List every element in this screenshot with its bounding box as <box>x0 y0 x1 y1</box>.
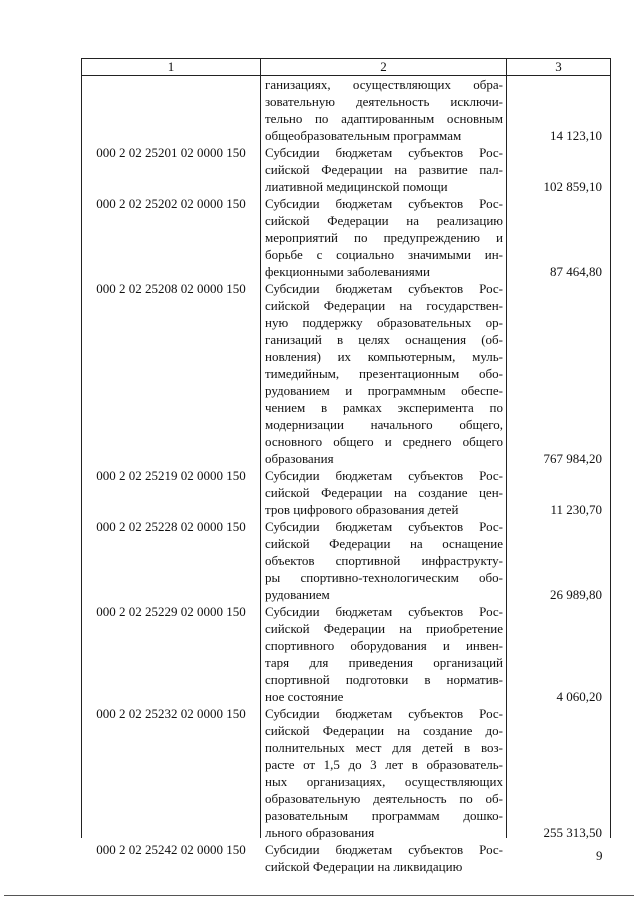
item-description <box>262 144 507 195</box>
description-line: Субсидии бюджетам субъектов Рос- <box>265 468 503 483</box>
description-line: Субсидии бюджетам субъектов Рос- <box>265 706 503 721</box>
table-row <box>82 467 610 518</box>
revenue-table <box>81 58 611 874</box>
description-line: образования <box>265 451 334 466</box>
description-line: объектов спортивной инфраструкту- <box>265 553 503 568</box>
item-description <box>262 76 507 144</box>
description-line: льного образования <box>265 825 375 840</box>
description-line: сийской Федерации на создание до- <box>265 723 503 738</box>
header-col-3: 3 <box>555 59 562 74</box>
table-row <box>82 603 610 705</box>
amount: 255 313,50 <box>543 825 602 840</box>
description-line: расте от 1,5 до 3 лет в образователь- <box>265 757 503 772</box>
description-line: полнительных мест для детей в воз- <box>265 740 503 755</box>
description-line: чением в рамках эксперимента по <box>265 400 503 415</box>
description-line: сийской Федерации на создание цен- <box>265 485 503 500</box>
item-description <box>262 195 507 280</box>
amount: 87 464,80 <box>550 264 602 279</box>
description-line: фекционными заболеваниями <box>265 264 430 279</box>
amount: 4 060,20 <box>556 689 602 704</box>
description-line: рудованием <box>265 587 330 602</box>
description-line: ную поддержку образовательных ор- <box>265 315 503 330</box>
budget-code: 000 2 02 25201 02 0000 150 <box>96 145 246 160</box>
budget-code: 000 2 02 25219 02 0000 150 <box>96 468 246 483</box>
budget-code: 000 2 02 25208 02 0000 150 <box>96 281 246 296</box>
item-description <box>262 518 507 603</box>
header-col-2: 2 <box>380 59 387 74</box>
description-line: Субсидии бюджетам субъектов Рос- <box>265 196 503 211</box>
amount: 26 989,80 <box>550 587 602 602</box>
description-line: борьбе с социально значимыми ин- <box>265 247 503 262</box>
description-line: модернизации начального общего, <box>265 417 503 432</box>
description-line: общеобразовательным программам <box>265 128 462 143</box>
amount: 14 123,10 <box>550 128 602 143</box>
table-row <box>82 195 610 280</box>
description-line: рудованием и программным обеспе- <box>265 383 503 398</box>
description-line: ных организациях, осуществляющих <box>265 774 503 789</box>
table-row <box>82 76 610 144</box>
table-row <box>82 518 610 603</box>
description-line: Субсидии бюджетам субъектов Рос- <box>265 604 503 619</box>
description-line: Субсидии бюджетам субъектов Рос- <box>265 842 503 857</box>
description-line: лиативной медицинской помощи <box>265 179 448 194</box>
budget-code: 000 2 02 25242 02 0000 150 <box>96 842 246 857</box>
description-line: зовательную деятельность исключи- <box>265 94 503 109</box>
table-row <box>82 280 610 467</box>
description-line: мероприятий по предупреждению и <box>265 230 503 245</box>
footer-rule <box>4 895 634 896</box>
amount: 102 859,10 <box>543 179 602 194</box>
description-line: спортивной подготовки в норматив- <box>265 672 503 687</box>
description-line: сийской Федерации на развитие пал- <box>265 162 503 177</box>
description-line: сийской Федерации на ликвидацию <box>265 859 463 874</box>
description-line: ганизаций в целях оснащения (об- <box>265 332 503 347</box>
amount: 11 230,70 <box>550 502 602 517</box>
table-body <box>82 76 610 875</box>
description-line: сийской Федерации на оснащение <box>265 536 503 551</box>
amount: 767 984,20 <box>543 451 602 466</box>
description-line: Субсидии бюджетам субъектов Рос- <box>265 281 503 296</box>
item-description <box>262 467 507 518</box>
table-row <box>82 144 610 195</box>
table-header-row <box>82 58 610 76</box>
item-description <box>262 841 507 875</box>
description-line: ры спортивно-технологическим обо- <box>265 570 503 585</box>
description-line: Субсидии бюджетам субъектов Рос- <box>265 519 503 534</box>
description-line: образовательную деятельность по об- <box>265 791 503 806</box>
description-line: новления) их компьютерным, муль- <box>265 349 503 364</box>
description-line: спортивного оборудования и инвен- <box>265 638 503 653</box>
description-line: тимедийным, презентационным обо- <box>265 366 503 381</box>
item-description <box>262 280 507 467</box>
description-line: таря для приведения организаций <box>265 655 503 670</box>
description-line: основного общего и среднего общего <box>265 434 503 449</box>
budget-code: 000 2 02 25202 02 0000 150 <box>96 196 246 211</box>
description-line: Субсидии бюджетам субъектов Рос- <box>265 145 503 160</box>
description-line: тров цифрового образования детей <box>265 502 459 517</box>
budget-code: 000 2 02 25229 02 0000 150 <box>96 604 246 619</box>
description-line: тельно по адаптированным основным <box>265 111 503 126</box>
description-line: сийской Федерации на реализацию <box>265 213 503 228</box>
description-line: ганизациях, осуществляющих обра- <box>265 77 503 92</box>
description-line: ное состояние <box>265 689 344 704</box>
header-col-1: 1 <box>167 59 175 74</box>
table-row <box>82 705 610 841</box>
budget-code: 000 2 02 25228 02 0000 150 <box>96 519 246 534</box>
item-description <box>262 603 507 705</box>
budget-code: 000 2 02 25232 02 0000 150 <box>96 706 246 721</box>
table-row <box>82 841 610 875</box>
description-line: сийской Федерации на государствен- <box>265 298 503 313</box>
page-number: 9 <box>596 848 603 863</box>
description-line: разовательным программам дошко- <box>265 808 503 823</box>
description-line: сийской Федерации на приобретение <box>265 621 503 636</box>
item-description <box>262 705 507 841</box>
